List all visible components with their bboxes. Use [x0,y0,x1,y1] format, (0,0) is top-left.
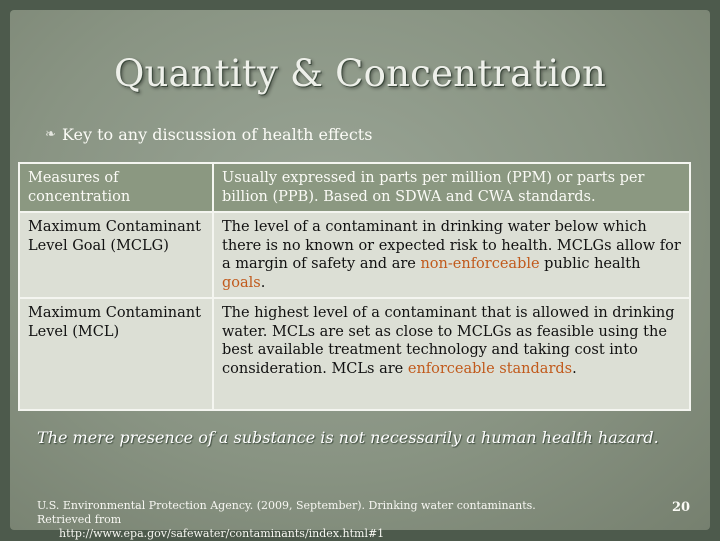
bullet-item [45,125,372,144]
definition-cell [213,212,690,298]
page-number: 20 [672,500,691,515]
table-row [19,212,690,298]
definition-cell: Usually expressed in parts per million (PPM) or parts per billion (PPB). Based on SDWA and CWA standards. [213,163,690,212]
definition-cell [213,298,690,410]
slide-title: Quantity & Concentration [113,52,607,95]
term-cell: Maximum Contaminant Level (MCL) [19,298,213,410]
definition-text: . [260,274,266,291]
citation [37,499,557,541]
leaf-bullet-icon: ❧ [45,127,56,142]
definition-text: . [572,360,577,377]
definition-text: The highest level of a contaminant that is allowed in drinking water. MCLs are set as close to MCLGs as feasible using the best available treatment technology and taking cost into consideration. MCLs are [222,305,675,377]
definition-text: The level of a contaminant in drinking water below which there is no known or expected risk to health. MCLGs allow for a margin of safety and are [222,219,681,272]
citation-url: http://www.epa.gov/safewater/contaminants/index.html#1 [59,527,385,540]
definitions-table [18,162,691,411]
table-row [19,163,690,212]
term-cell: Maximum Contaminant Level Goal (MCLG) [19,212,213,298]
term-cell: Measures of concentration [19,163,213,212]
highlight-text: goals [222,274,261,291]
highlight-text: enforceable standards [407,360,573,377]
table-row [19,298,690,410]
citation-line: U.S. Environmental Protection Agency. (2009, September). Drinking water contaminants. Retrieved from [37,499,536,526]
bullet-text: Key to any discussion of health effects [62,125,373,144]
definition-text: public health [539,256,641,272]
highlight-text: non-enforceable [420,256,540,272]
note-statement: The mere presence of a substance is not necessarily a human health hazard. [37,428,659,447]
